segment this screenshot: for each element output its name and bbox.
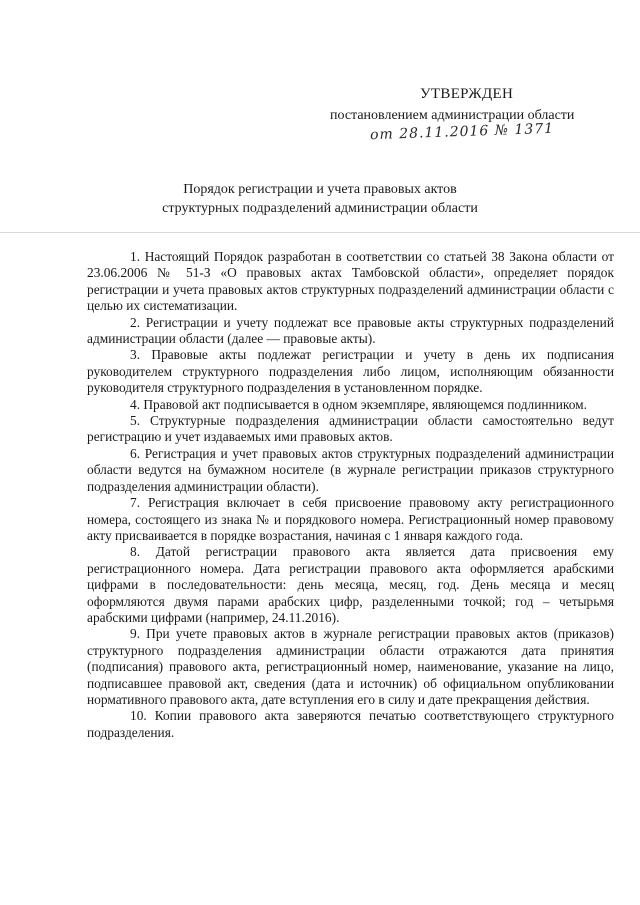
paragraph-9: 9. При учете правовых актов в журнале регистрации правовых актов (приказов) структурного подразделения администрации области отражаются дата принятия (подписания) правового акта, регистрационный номер, наименование, указание на лицо, подписавшее правовой акт, сведения (дата и источник) об официальном опубликовании нормативного правового акта, дате вступления его в силу и дате прекращения действия. bbox=[87, 626, 614, 707]
handwritten-date-number: от 28.11.2016 № 1371 bbox=[369, 120, 555, 144]
paragraph-1: 1. Настоящий Порядок разработан в соответствии со статьей 38 Закона области от 23.06.2006 № 51-З «О правовых актах Тамбовской области», определяет порядок регистрации и учета правовых актов структурных подразделений администрации области с целью их систематизации. bbox=[87, 249, 614, 314]
paragraph-5: 5. Структурные подразделения администрации области самостоятельно ведут регистрацию и учет издаваемых ими правовых актов. bbox=[87, 413, 614, 445]
document-title bbox=[0, 180, 640, 218]
paragraph-2: 2. Регистрации и учету подлежат все правовые акты структурных подразделений администрации области (далее — правовые акты). bbox=[87, 314, 614, 347]
approved-heading: УТВЕРЖДЕН bbox=[420, 86, 514, 102]
paragraph-4: 4. Правовой акт подписывается в одном экземпляре, являющемся подлинником. bbox=[130, 396, 587, 412]
paragraph-3: 3. Правовые акты подлежат регистрации и учету в день их подписания руководителем структурного подразделения либо лицом, исполняющим обязанности руководителя структурного подразделения в установленном порядке. bbox=[87, 347, 614, 396]
decree-line: постановлением администрации области bbox=[330, 108, 575, 123]
paragraph-8: 8. Датой регистрации правового акта является дата присвоения ему регистрационного номера. Дата регистрации правового акта оформляется арабскими цифрами в последовательности: день месяца, месяц, год. День месяца и месяц оформляются двумя парами арабских цифр, разделенными точкой; год – четырьмя арабскими цифрами (например, 24.11.2016). bbox=[87, 544, 614, 625]
document-body bbox=[87, 249, 614, 741]
title-line-1: Порядок регистрации и учета правовых актов bbox=[183, 182, 457, 197]
title-line-2: структурных подразделений администрации области bbox=[162, 201, 478, 216]
paragraph-10: 10. Копии правового акта заверяются печатью соответствующего структурного подразделения. bbox=[87, 708, 614, 740]
scan-divider bbox=[0, 232, 640, 233]
paragraph-6: 6. Регистрация и учет правовых актов структурных подразделений администрации области ведутся на бумажном носителе (в журнале регистрации приказов структурного подразделения администрации области). bbox=[87, 445, 614, 494]
paragraph-7: 7. Регистрация включает в себя присвоение правовому акту регистрационного номера, состоящего из знака № и порядкового номера. Регистрационный номер правовому акту присваивается в порядке возрастания, начиная с 1 января каждого года. bbox=[87, 495, 614, 543]
